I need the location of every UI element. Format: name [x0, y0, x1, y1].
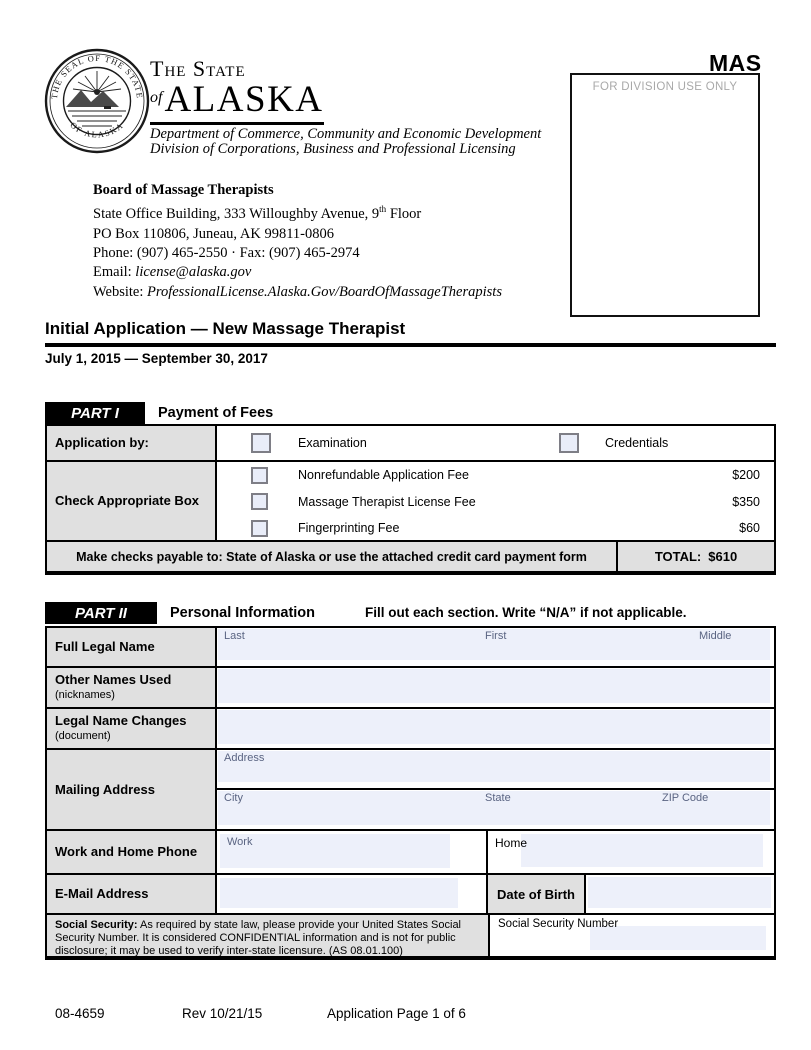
total-cell	[618, 542, 774, 571]
fee-line-application	[217, 462, 774, 489]
email-label: E-Mail Address	[47, 875, 217, 913]
license-fee-label: Massage Therapist License Fee	[298, 494, 476, 509]
email-cell	[217, 875, 488, 913]
address-tag: Address	[224, 752, 265, 764]
fees-list	[217, 462, 774, 540]
department-line-2: Division of Corporations, Business and Professional Licensing	[150, 141, 516, 158]
work-phone-cell	[217, 831, 488, 873]
other-names-note: (nicknames)	[55, 689, 115, 701]
middle-name-tag: Middle	[699, 630, 732, 642]
other-names-field[interactable]	[218, 669, 770, 703]
legal-name-changes-fieldarea	[217, 709, 774, 748]
mailing-address-row	[47, 750, 774, 831]
application-by-label: Application by:	[47, 426, 217, 460]
board-website: Website: ProfessionalLicense.Alaska.Gov/BoardOfMassageTherapists	[93, 283, 502, 300]
total-label: TOTAL:	[654, 549, 702, 564]
dob-label: Date of Birth	[488, 875, 586, 913]
application-fee-label: Nonrefundable Application Fee	[298, 468, 469, 483]
address-line-subrow	[217, 750, 774, 790]
fees-row	[47, 462, 774, 542]
department-lines	[150, 127, 541, 157]
total-row	[47, 542, 774, 571]
home-phone-field[interactable]	[521, 834, 763, 867]
title-rule	[45, 343, 776, 347]
alaska-text: ALASKA	[164, 79, 324, 120]
page-indicator: Application Page 1 of 6	[327, 1006, 466, 1021]
email-dob-row	[47, 875, 774, 915]
seal-top-text: THE SEAL OF THE STATE	[49, 53, 145, 100]
ssn-disclosure-note: Social Security: As required by state law, please provide your United States Social Security Number. It is considered CONFIDENTIAL information and is not for public disclosure; it may be used to verify inter-state licensure. (AS 08.01.100)	[47, 915, 490, 956]
board-website-value: ProfessionalLicense.Alaska.Gov/BoardOfMassageTherapists	[147, 283, 502, 300]
revision-date: Rev 10/21/15	[182, 1006, 263, 1021]
check-appropriate-box-label: Check Appropriate Box	[47, 462, 217, 540]
zip-code-tag: ZIP Code	[662, 792, 709, 804]
city-tag: City	[224, 792, 243, 804]
application-by-options	[217, 426, 774, 460]
legal-name-changes-field[interactable]	[218, 710, 770, 744]
division-use-box	[570, 73, 760, 317]
application-fee-amount: $200	[732, 468, 760, 483]
alaska-state-seal	[44, 46, 150, 156]
form-code: MAS	[709, 50, 762, 76]
part2-header	[45, 602, 776, 624]
seal-bottom-text: OF ALASKA	[68, 120, 126, 140]
street-address-field[interactable]	[218, 751, 770, 782]
part2-badge: PART II	[45, 602, 157, 624]
board-address-line1: State Office Building, 333 Willoughby Avenue, 9th Floor	[93, 204, 422, 223]
board-address-block	[93, 181, 502, 302]
board-phone-fax: Phone: (907) 465-2550 · Fax: (907) 465-2974	[93, 245, 360, 262]
of-word: of	[150, 89, 163, 106]
phone-row	[47, 831, 774, 875]
dob-field[interactable]	[588, 877, 771, 908]
state-name	[150, 78, 324, 125]
examination-checkbox[interactable]	[251, 433, 271, 453]
form-number: 08-4659	[55, 1006, 105, 1021]
board-email-value: license@alaska.gov	[135, 264, 252, 281]
part2-instruction: Fill out each section. Write “N/A” if not applicable.	[365, 605, 687, 620]
last-name-tag: Last	[224, 630, 245, 642]
legal-name-changes-row	[47, 709, 774, 750]
title-block	[45, 319, 776, 366]
license-period: July 1, 2015 — September 30, 2017	[45, 351, 268, 366]
examination-label: Examination	[298, 436, 367, 450]
ssn-row	[47, 915, 774, 956]
phone-label: Work and Home Phone	[47, 831, 217, 873]
other-names-fieldarea	[217, 668, 774, 707]
legal-name-changes-label: Legal Name Changes (document)	[47, 709, 217, 748]
work-phone-field[interactable]	[220, 834, 450, 868]
the-state-text: The State	[150, 56, 246, 81]
first-name-tag: First	[485, 630, 507, 642]
state-letterhead	[150, 56, 541, 157]
full-legal-name-label: Full Legal Name	[47, 628, 217, 666]
mailing-address-label: Mailing Address	[47, 750, 217, 829]
fingerprinting-fee-amount: $60	[739, 521, 760, 536]
full-legal-name-row	[47, 628, 774, 668]
city-state-zip-subrow	[217, 790, 774, 829]
mailing-address-fields	[217, 750, 774, 829]
other-names-label: Other Names Used (nicknames)	[47, 668, 217, 707]
full-legal-name-fields	[217, 628, 774, 666]
department-line-1: Department of Commerce, Community and Economic Development	[150, 126, 542, 142]
ssn-note-bold: Social Security:	[55, 919, 138, 931]
fingerprinting-fee-checkbox[interactable]	[251, 520, 268, 537]
fingerprinting-fee-label: Fingerprinting Fee	[298, 521, 400, 536]
part1-table	[45, 424, 776, 575]
home-phone-tag: Home	[495, 836, 528, 850]
dob-cell	[586, 875, 774, 913]
other-names-row	[47, 668, 774, 709]
page-title: Initial Application — New Massage Therapist	[45, 319, 406, 338]
email-field[interactable]	[220, 878, 458, 908]
board-address-line2: PO Box 110806, Juneau, AK 99811-0806	[93, 225, 334, 242]
license-fee-checkbox[interactable]	[251, 493, 268, 510]
board-email: Email: license@alaska.gov	[93, 264, 252, 281]
part1-heading: Payment of Fees	[158, 405, 274, 421]
payable-note: Make checks payable to: State of Alaska or use the attached credit card payment form	[47, 542, 618, 571]
part1-header	[45, 402, 273, 424]
part1-badge: PART I	[45, 402, 145, 424]
board-name: Board of Massage Therapists	[93, 182, 274, 198]
credentials-checkbox[interactable]	[559, 433, 579, 453]
fee-line-license	[217, 489, 774, 516]
ssn-field-cell	[490, 915, 774, 956]
part2-heading: Personal Information	[170, 605, 316, 621]
work-phone-tag: Work	[227, 836, 253, 848]
total-value: $610	[708, 549, 738, 564]
application-by-row	[47, 426, 774, 462]
state-tag: State	[485, 792, 511, 804]
part2-table	[45, 626, 776, 960]
ssn-field-label: Social Security Number	[498, 918, 619, 930]
legal-name-changes-note: (document)	[55, 730, 111, 742]
application-fee-checkbox[interactable]	[251, 467, 268, 484]
home-phone-cell	[488, 831, 774, 873]
license-fee-amount: $350	[732, 494, 760, 509]
fee-line-fingerprinting	[217, 515, 774, 542]
division-use-label: FOR DIVISION USE ONLY	[592, 81, 738, 93]
credentials-label: Credentials	[605, 436, 669, 450]
